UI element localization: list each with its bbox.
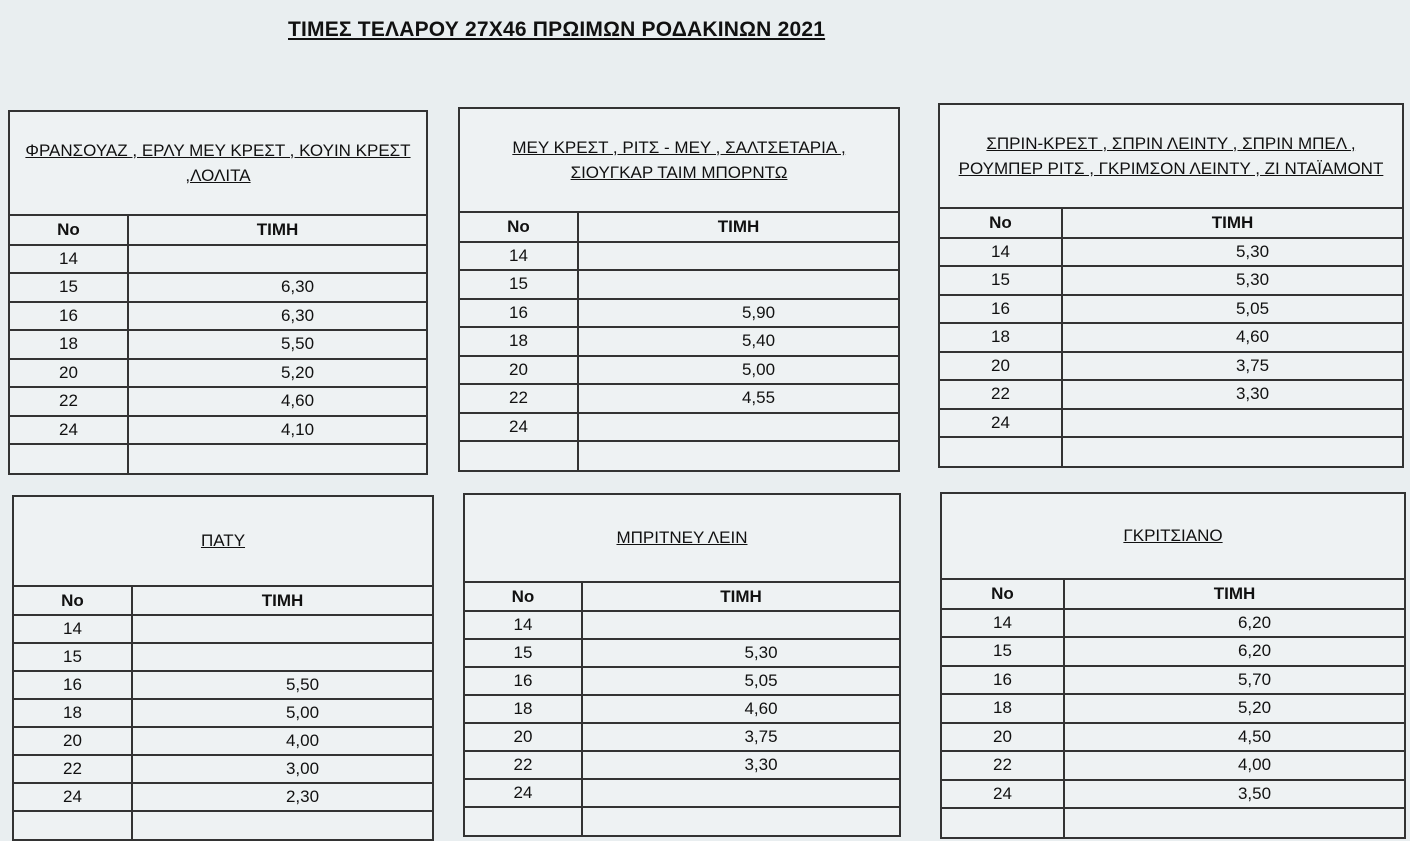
size-number-cell: 14 (14, 615, 132, 643)
table-row (465, 639, 899, 667)
price-cell: 5,05 (1062, 295, 1402, 324)
table-row (940, 437, 1402, 466)
price-cell: 3,75 (1062, 352, 1402, 381)
size-number-cell: 15 (465, 639, 582, 667)
column-header-price: ΤΙΜΗ (582, 583, 899, 611)
table-row (10, 387, 426, 416)
table-row (942, 723, 1404, 752)
size-number-cell: 20 (940, 352, 1062, 381)
table-row (942, 666, 1404, 695)
table-row (465, 751, 899, 779)
table-row (942, 637, 1404, 666)
table-row (465, 667, 899, 695)
price-cell (582, 611, 899, 639)
size-number-cell: 20 (942, 723, 1064, 752)
price-cell: 6,30 (128, 273, 426, 302)
size-number-cell (10, 444, 128, 473)
price-cell (128, 245, 426, 274)
column-header-no: No (940, 209, 1062, 238)
table-header-row (940, 209, 1402, 238)
size-number-cell: 16 (942, 666, 1064, 695)
price-cell: 4,10 (128, 416, 426, 445)
size-number-cell: 22 (460, 384, 578, 413)
table-row (460, 242, 898, 271)
size-number-cell: 24 (460, 413, 578, 442)
variety-names: ΦΡΑΝΣΟΥΑΖ , ΕΡΛΥ ΜΕΥ ΚΡΕΣΤ , ΚΟΥΙΝ ΚΡΕΣΤ ,ΛΟΛΙΤΑ (25, 140, 411, 185)
table-row (942, 694, 1404, 723)
price-cell (132, 811, 432, 839)
variety-names: ΓΚΡΙΤΣΙΑΝΟ (1123, 526, 1223, 546)
size-number-cell: 15 (14, 643, 132, 671)
table-row (14, 811, 432, 839)
table-row (14, 783, 432, 811)
table-row (14, 643, 432, 671)
size-number-cell: 16 (940, 295, 1062, 324)
size-number-cell: 24 (465, 779, 582, 807)
table-row (460, 356, 898, 385)
price-cell: 5,30 (1062, 266, 1402, 295)
table-row (10, 245, 426, 274)
table-row (940, 409, 1402, 438)
size-number-cell: 24 (14, 783, 132, 811)
table-row (460, 270, 898, 299)
price-cell: 5,90 (578, 299, 898, 328)
table-header-row (942, 580, 1404, 609)
table-header-row (10, 216, 426, 245)
price-table (460, 213, 898, 470)
size-number-cell: 18 (465, 695, 582, 723)
column-header-price: ΤΙΜΗ (578, 213, 898, 242)
size-number-cell: 22 (465, 751, 582, 779)
table-row (460, 441, 898, 470)
size-number-cell: 15 (942, 637, 1064, 666)
size-number-cell: 20 (10, 359, 128, 388)
price-cell: 3,30 (582, 751, 899, 779)
price-cell: 5,20 (1064, 694, 1404, 723)
size-number-cell: 24 (10, 416, 128, 445)
panel-header (10, 112, 426, 216)
size-number-cell: 14 (940, 238, 1062, 267)
column-header-no: No (460, 213, 578, 242)
size-number-cell: 14 (460, 242, 578, 271)
panel-header (465, 495, 899, 583)
table-row (942, 780, 1404, 809)
table-row (942, 609, 1404, 638)
price-cell: 5,00 (578, 356, 898, 385)
price-cell: 4,60 (128, 387, 426, 416)
panel-header (940, 105, 1402, 209)
panel-header (460, 109, 898, 213)
table-row (14, 755, 432, 783)
variety-names: ΜΠΡΙΤΝΕΥ ΛΕΙΝ (616, 528, 748, 548)
table-row (465, 779, 899, 807)
price-cell (1062, 437, 1402, 466)
price-cell: 4,00 (1064, 751, 1404, 780)
size-number-cell (14, 811, 132, 839)
variety-names: ΣΠΡΙΝ-ΚΡΕΣΤ , ΣΠΡΙΝ ΛΕΙΝΤΥ , ΣΠΡΙΝ ΜΠΕΛ , ΡΟΥΜΠΕΡ ΡΙΤΣ , ΓΚΡΙΜΣΟΝ ΛΕΙΝΤΥ , ΖΙ ΝΤΑΪΑΜΟΝΤ (958, 133, 1384, 178)
price-cell: 6,20 (1064, 609, 1404, 638)
price-panel (8, 110, 428, 475)
price-cell: 5,70 (1064, 666, 1404, 695)
size-number-cell: 22 (942, 751, 1064, 780)
price-cell: 5,50 (132, 671, 432, 699)
price-cell: 4,60 (1062, 323, 1402, 352)
size-number-cell: 18 (14, 699, 132, 727)
panel-header (942, 494, 1404, 580)
price-cell: 3,75 (582, 723, 899, 751)
size-number-cell: 22 (14, 755, 132, 783)
table-row (465, 723, 899, 751)
table-row (14, 671, 432, 699)
price-table (10, 216, 426, 473)
size-number-cell: 14 (942, 609, 1064, 638)
price-panel (940, 492, 1406, 839)
size-number-cell (942, 808, 1064, 837)
size-number-cell: 15 (940, 266, 1062, 295)
price-cell: 5,30 (582, 639, 899, 667)
price-cell: 4,00 (132, 727, 432, 755)
column-header-price: ΤΙΜΗ (128, 216, 426, 245)
price-cell (128, 444, 426, 473)
table-row (465, 611, 899, 639)
price-cell: 6,20 (1064, 637, 1404, 666)
size-number-cell: 20 (465, 723, 582, 751)
table-row (460, 384, 898, 413)
price-cell: 3,00 (132, 755, 432, 783)
price-cell: 2,30 (132, 783, 432, 811)
price-cell: 3,30 (1062, 380, 1402, 409)
table-row (460, 327, 898, 356)
column-header-no: No (465, 583, 582, 611)
variety-names: ΠΑΤΥ (200, 531, 246, 551)
size-number-cell: 15 (10, 273, 128, 302)
table-row (942, 808, 1404, 837)
price-cell (1062, 409, 1402, 438)
table-row (10, 444, 426, 473)
size-number-cell: 15 (460, 270, 578, 299)
size-number-cell (460, 441, 578, 470)
size-number-cell: 16 (14, 671, 132, 699)
price-cell: 4,60 (582, 695, 899, 723)
size-number-cell: 16 (460, 299, 578, 328)
table-row (460, 413, 898, 442)
price-table (940, 209, 1402, 466)
table-row (14, 699, 432, 727)
size-number-cell: 14 (465, 611, 582, 639)
table-row (940, 266, 1402, 295)
size-number-cell (940, 437, 1062, 466)
price-cell (578, 441, 898, 470)
table-row (10, 273, 426, 302)
size-number-cell: 18 (942, 694, 1064, 723)
table-row (940, 238, 1402, 267)
size-number-cell: 16 (10, 302, 128, 331)
column-header-price: ΤΙΜΗ (1062, 209, 1402, 238)
price-cell (578, 242, 898, 271)
column-header-price: ΤΙΜΗ (1064, 580, 1404, 609)
price-panel (458, 107, 900, 472)
size-number-cell: 20 (460, 356, 578, 385)
table-row (465, 695, 899, 723)
column-header-no: No (942, 580, 1064, 609)
table-row (14, 727, 432, 755)
column-header-no: No (14, 587, 132, 615)
price-cell (132, 643, 432, 671)
price-cell (132, 615, 432, 643)
price-table (14, 587, 432, 839)
price-panel (12, 495, 434, 841)
price-cell (1064, 808, 1404, 837)
size-number-cell: 16 (465, 667, 582, 695)
table-row (10, 359, 426, 388)
table-row (940, 352, 1402, 381)
price-cell (582, 779, 899, 807)
table-row (460, 299, 898, 328)
table-header-row (460, 213, 898, 242)
table-row (465, 807, 899, 835)
size-number-cell: 24 (942, 780, 1064, 809)
table-row (940, 323, 1402, 352)
price-cell: 5,40 (578, 327, 898, 356)
size-number-cell: 18 (10, 330, 128, 359)
price-cell: 4,50 (1064, 723, 1404, 752)
price-table (942, 580, 1404, 837)
size-number-cell: 18 (940, 323, 1062, 352)
table-row (14, 615, 432, 643)
panel-header (14, 497, 432, 587)
table-row (10, 302, 426, 331)
price-cell: 6,30 (128, 302, 426, 331)
price-cell: 5,20 (128, 359, 426, 388)
price-cell: 5,00 (132, 699, 432, 727)
price-panel (463, 493, 901, 837)
variety-names: ΜΕΥ ΚΡΕΣΤ , ΡΙΤΣ - ΜΕΥ , ΣΑΛΤΣΕΤΑΡΙΑ , ΣΙΟΥΓΚΑΡ ΤΑΙΜ ΜΠΟΡΝΤΩ (512, 137, 846, 182)
column-header-price: ΤΙΜΗ (132, 587, 432, 615)
table-row (942, 751, 1404, 780)
price-panel (938, 103, 1404, 468)
table-header-row (465, 583, 899, 611)
size-number-cell: 18 (460, 327, 578, 356)
price-cell: 5,05 (582, 667, 899, 695)
price-cell (582, 807, 899, 835)
column-header-no: No (10, 216, 128, 245)
price-cell: 3,50 (1064, 780, 1404, 809)
table-header-row (14, 587, 432, 615)
table-row (10, 416, 426, 445)
price-cell: 4,55 (578, 384, 898, 413)
size-number-cell: 14 (10, 245, 128, 274)
price-table (465, 583, 899, 835)
price-cell: 5,50 (128, 330, 426, 359)
table-row (940, 295, 1402, 324)
table-row (10, 330, 426, 359)
price-cell: 5,30 (1062, 238, 1402, 267)
size-number-cell: 24 (940, 409, 1062, 438)
page-title: ΤΙΜΕΣ ΤΕΛΑΡΟΥ 27Χ46 ΠΡΩΙΜΩΝ ΡΟΔΑΚΙΝΩΝ 2021 (288, 18, 826, 41)
price-cell (578, 413, 898, 442)
size-number-cell (465, 807, 582, 835)
size-number-cell: 22 (940, 380, 1062, 409)
size-number-cell: 20 (14, 727, 132, 755)
table-row (940, 380, 1402, 409)
price-cell (578, 270, 898, 299)
size-number-cell: 22 (10, 387, 128, 416)
